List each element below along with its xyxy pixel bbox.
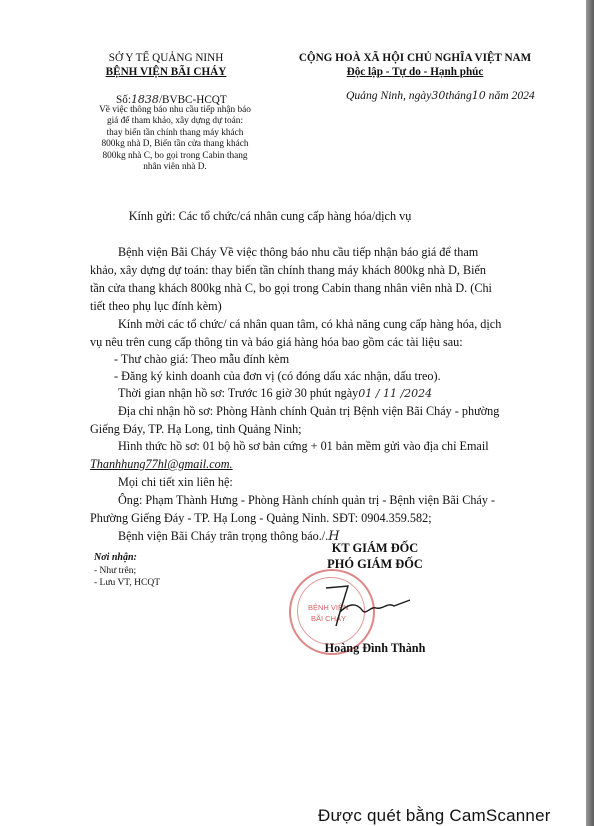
reference-number: Số:1838/BVBC-HCQT [116, 93, 227, 106]
contact-intro: Mọi chi tiết xin liên hệ: [118, 475, 233, 489]
page-edge [586, 0, 594, 826]
contact-line1: Ông: Phạm Thành Hưng - Phòng Hành chính quản trị - Bệnh viện Bãi Cháy - [118, 493, 496, 507]
address-line1: Địa chỉ nhận hồ sơ: Phòng Hành chính Quản trị Bệnh viện Bãi Cháy - phường [118, 404, 500, 418]
body-p1-line4: tiết theo phụ lục đính kèm) [90, 299, 222, 313]
document-date: Quảng Ninh, ngày30tháng10 năm 2024 [346, 89, 535, 102]
recipient-item: - Lưu VT, HCQT [94, 578, 161, 588]
initial-mark: H [328, 529, 340, 544]
hospital-name: BỆNH VIỆN BÃI CHÁY [105, 66, 227, 78]
signature-title2: PHÓ GIÁM ĐỐC [327, 557, 423, 571]
signer-name: Hoàng Đình Thành [324, 641, 426, 655]
recipients-title: Nơi nhận: [94, 552, 137, 563]
recipient-line: Kính gửi: Các tổ chức/cá nhân cung cấp hàng hóa/dịch vụ [128, 209, 412, 223]
body-p1-line2: khảo, xây dựng dự toán: thay biến tần chính thang máy khách 800kg nhà D, Biến [90, 263, 487, 277]
address-line2: Giếng Đáy, TP. Hạ Long, tỉnh Quảng Ninh; [90, 422, 302, 436]
body-p1-line1: Bệnh viện Bãi Cháy Về việc thông báo nhu cầu tiếp nhận báo giá để tham [118, 245, 479, 259]
stamp-text: BỆNH VIỆN [308, 603, 349, 612]
body-p2-line1: Kính mời các tổ chức/ cá nhân quan tâm, có khả năng cung cấp hàng hóa, dịch [118, 317, 502, 331]
body-p1-line3: tần cửa thang khách 800kg nhà C, bo gọi trong Cabin thang nhân viên nhà D. (Chi [90, 281, 492, 295]
contact-line2: Phường Giếng Đáy - TP. Hạ Long - Quảng Ninh. SĐT: 0904.359.582; [90, 511, 432, 525]
stamp-text: BÃI CHÁY [311, 614, 347, 623]
bullet-item: - Thư chào giá: Theo mẫu đính kèm [114, 352, 290, 366]
signature-mark [318, 582, 418, 632]
form-line: Hình thức hồ sơ: 01 bộ hồ sơ bản cứng + 01 bản mềm gửi vào địa chỉ Email [118, 439, 489, 453]
subject-block: Về việc thông báo nhu cầu tiếp nhận báo giá để tham khảo, xây dựng dự toán: thay biến tần chính thang máy khách 800kg nhà D, Biến tần cửa thang khách 800kg nhà C, bo gọi trong Cabin thang nhân viên nhà D. [99, 105, 251, 173]
email-link[interactable]: Thanhhung77hl@gmail.com. [90, 457, 233, 471]
deadline-line: Thời gian nhận hồ sơ: Trước 16 giờ 30 phút ngày01 / 11 /2024 [118, 386, 433, 400]
ministry-name: SỞ Y TẾ QUẢNG NINH [108, 52, 224, 64]
bullet-item: - Đăng ký kinh doanh của đơn vị (có đóng dấu xác nhận, dấu treo). [114, 369, 441, 383]
signature-title1: KT GIÁM ĐỐC [331, 541, 419, 555]
motto: Độc lập - Tự do - Hạnh phúc [346, 66, 484, 78]
recipient-item: - Như trên; [94, 566, 137, 576]
scanner-watermark: Được quét bằng CamScanner [318, 806, 551, 825]
country-name: CỘNG HOÀ XÃ HỘI CHỦ NGHĨA VIỆT NAM [298, 52, 532, 64]
body-p2-line2: vụ nêu trên cung cấp thông tin và báo giá hàng hóa bao gồm các tài liệu sau: [90, 335, 463, 349]
closing-line: Bệnh viện Bãi Cháy trân trọng thông báo./.H [118, 529, 340, 544]
